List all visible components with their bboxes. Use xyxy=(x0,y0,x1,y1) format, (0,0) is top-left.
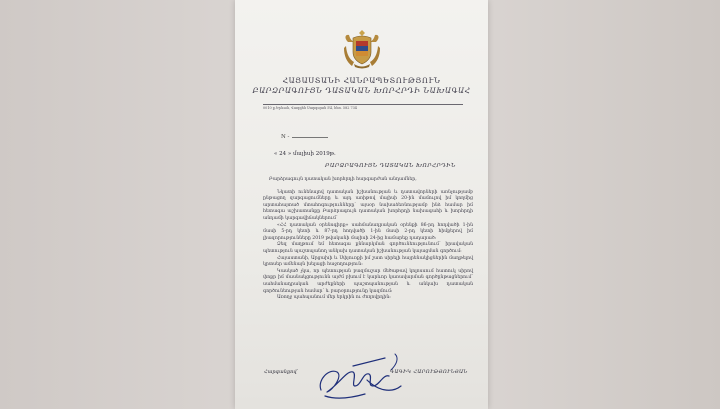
header-divider xyxy=(263,104,463,105)
background-right xyxy=(480,0,720,409)
signatory-name: ԳԱԳԻԿ ՀԱՐՈՒԹՅՈՒՆՅԱՆ xyxy=(390,369,468,375)
background-left xyxy=(0,0,240,409)
letter-date: « 24 » մայիսի 2019թ. xyxy=(274,151,336,157)
office-address: 0010 ք.Երևան, Վազգեն Սարգսյան 5Ա, հեռ. 582 734 xyxy=(263,106,357,110)
recipient: ԲԱՐՁՐԱԳՈՒՅՆ ԴԱՏԱԿԱՆ ԽՈՐՀՐԴԻՆ xyxy=(325,163,456,169)
paragraph: «ՀՀ դատական օրենսգիրք» սահմանադրական օրենքի 86-րդ հոդվածի 1-ին մասի 5-րդ կետի և 87-րդ հոդվածի 1-ին մասի 2-րդ կետի հիմքերով իմ լիազորությունները 2019 թվականի մայիսի 24-ից համարեք դադարած: xyxy=(263,222,473,241)
office-heading: ԲԱՐՁՐԱԳՈՒՅՆ ԴԱՏԱԿԱՆ ԽՈՐՀՐԴԻ ՆԱԽԱԳԱՀ xyxy=(252,86,471,95)
salutation: Բարձրագույն դատական խորհրդի հարգարժան անդամներ, xyxy=(269,177,417,182)
number-blank xyxy=(292,137,328,138)
paragraph: Կասկած չկա, որ պետության բազմաշար մեծաթավ կոլոսսում հատուկ սիրով փոքր իմ մասնակցությունն այժմ բխում է կարևոր կառավարման գործընթացներում՝ սահմանադրական արժեքների պաշտպանության և անկախ դատական գործունեության համար՝ և բարօրությունը կազմում: xyxy=(263,268,473,294)
closing-label: Հարգանքով՝ xyxy=(264,369,299,375)
handwritten-signature xyxy=(307,350,407,402)
paragraph: Առողջ պահպանում մեր երկրին ու ժողովրդին: xyxy=(277,295,391,301)
paragraph: Նկատի ունենալով դատական իշխանության և դատավորների առնչությամբ ընթացող զարգացումները և այդ առիթով մայիսի 20-ին մամուլով իմ կողմից արտահայտած մտահոգությունները՝ այսօր նախաձեռնությամբ ինձ համար իմ հետագա աշխատանքը Բարձրագույն դատական խորհրդի նախագահի և խորհրդի անդամի կարգավիճակներում՝ xyxy=(263,189,473,221)
paragraph: Ձեզ մաղթում եմ հետագա քննարկման գործունեությունում՝ իրավական պետություն պաշտպանող անկախ դատական իշխանության կայացման գործում: xyxy=(263,242,473,254)
reference-number xyxy=(281,134,328,140)
coat-of-arms-icon xyxy=(342,28,382,70)
paragraph: Հայաստանի, Արցախի և Սփյուռքի իմ շատ սիրելի հայրենակիցներին մաղթելով կրտսեր ամենայն խելացի հաջողություն: xyxy=(263,255,473,268)
letter-body xyxy=(263,177,473,302)
letter-page xyxy=(235,0,488,409)
number-label: N - xyxy=(281,134,290,140)
country-heading: ՀԱՅԱՍՏԱՆԻ ՀԱՆՐԱՊԵՏՈՒԹՅՈՒՆ xyxy=(282,76,441,85)
